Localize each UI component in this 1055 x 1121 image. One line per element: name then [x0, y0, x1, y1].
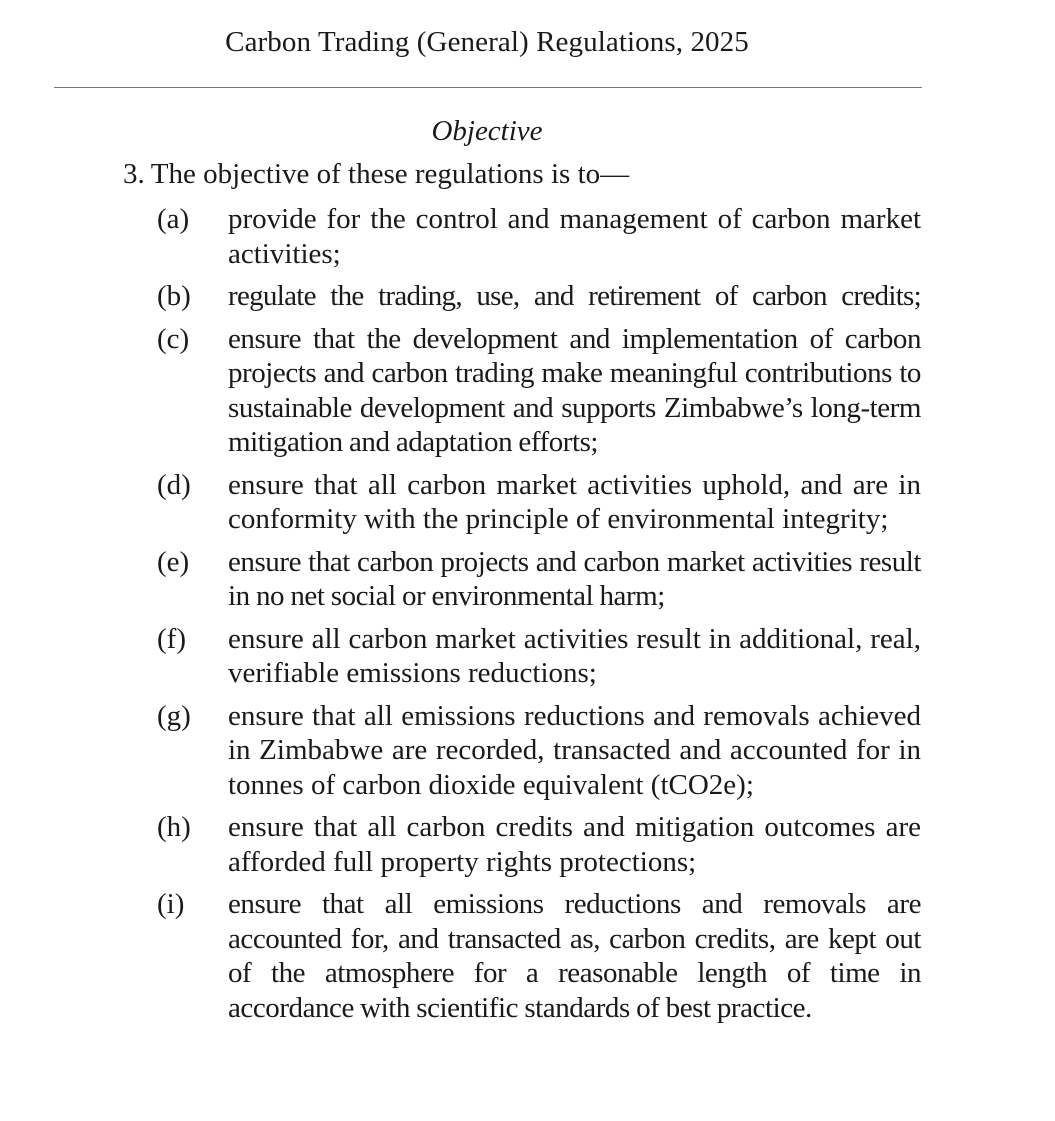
list-item-a [157, 202, 921, 271]
item-marker: (f) [157, 622, 186, 655]
item-marker: (i) [157, 888, 185, 920]
item-marker: (h) [157, 811, 191, 843]
section-intro [123, 158, 629, 191]
item-text: ensure that carbon projects and carbon market activities result in no net social or environmental harm; [228, 545, 921, 612]
item-marker: (g) [157, 699, 191, 732]
list-item-f [157, 622, 921, 691]
item-text: ensure that all emissions reductions and removals are accounted for, and transacted as, carbon credits, are kept out of the atmosphere for a reasonable length of time in accordance with scientific standards of best practice. [228, 888, 921, 1024]
list-item-d [157, 468, 921, 537]
list-item-i [157, 887, 921, 1025]
section-number: 3. [123, 158, 145, 190]
list-item-g [157, 699, 921, 803]
objective-list [157, 202, 921, 1033]
list-item-b [157, 279, 921, 314]
list-item-e [157, 545, 921, 614]
item-marker: (c) [157, 322, 190, 355]
item-text: ensure that all carbon credits and mitigation outcomes are afforded full property rights protections; [228, 811, 921, 878]
item-text: ensure that the development and implementation of carbon projects and carbon trading make meaningful contributions to sustainable development and supports Zimbabwe’s long-term mitigation and adaptation efforts; [228, 322, 921, 458]
item-marker: (e) [157, 545, 190, 578]
header-rule [54, 87, 922, 88]
running-title: Carbon Trading (General) Regulations, 2025 [225, 26, 749, 58]
item-text: ensure that all carbon market activities uphold, and are in conformity with the principle of environmental integrity; [228, 468, 921, 535]
list-item-h [157, 810, 921, 879]
item-marker: (d) [157, 468, 191, 501]
item-text: provide for the control and management of carbon market activities; [228, 203, 921, 270]
item-marker: (a) [157, 203, 190, 235]
section-heading: Objective [431, 115, 543, 147]
list-item-c [157, 322, 921, 460]
item-text: regulate the trading, use, and retirement of carbon credits; [228, 280, 921, 312]
item-text: ensure all carbon market activities result in additional, real, verifiable emissions reductions; [228, 622, 921, 689]
item-text: ensure that all emissions reductions and removals achieved in Zimbabwe are recorded, transacted and accounted for in tonnes of carbon dioxide equivalent (tCO2e); [228, 699, 921, 801]
item-marker: (b) [157, 280, 191, 312]
section-intro-text: The objective of these regulations is to— [150, 158, 630, 190]
